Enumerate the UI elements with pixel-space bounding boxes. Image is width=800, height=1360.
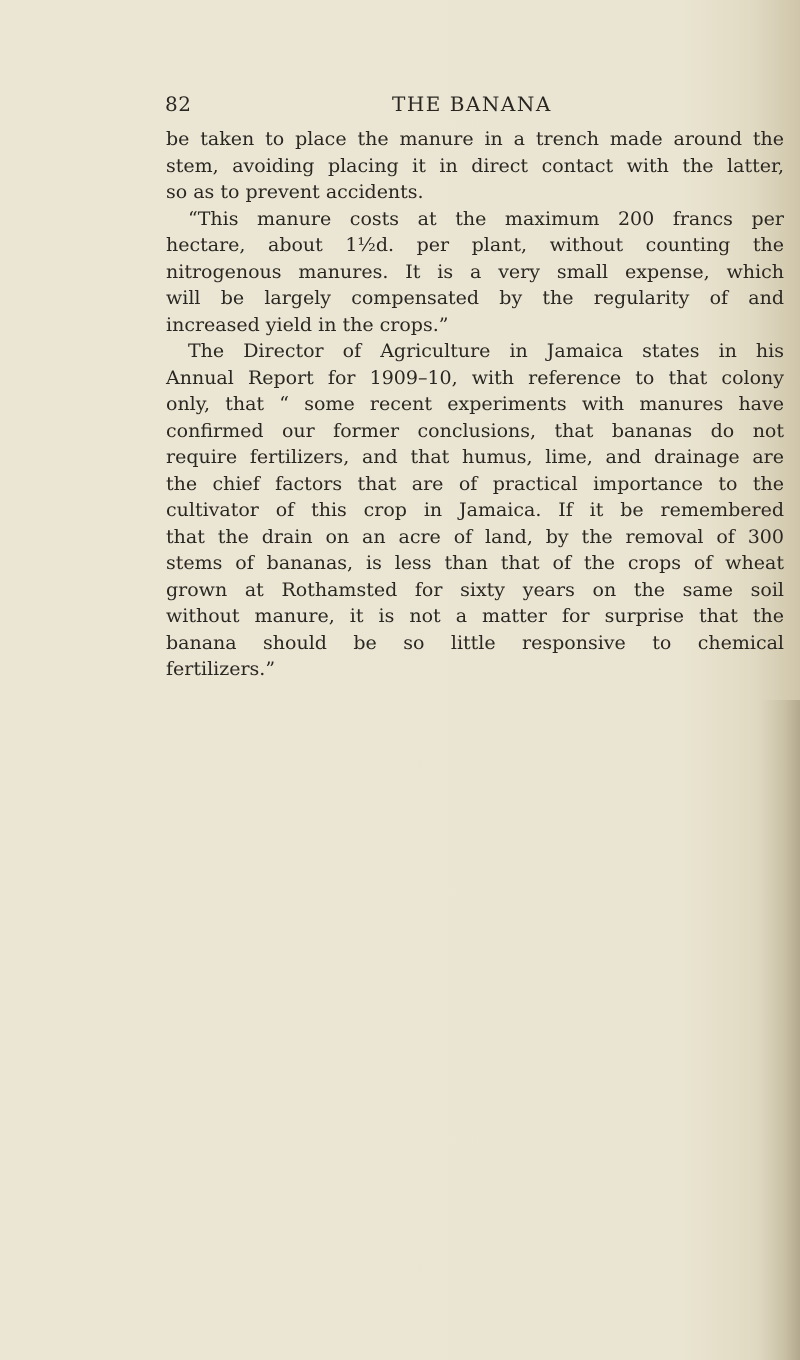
running-head	[0, 92, 800, 120]
text-line: nitrogenous manures. It is a very small expense, which	[166, 260, 784, 283]
text-line: so as to prevent accidents.	[166, 181, 424, 203]
text-line: stem, avoiding placing it in direct contact with the latter,	[166, 154, 784, 177]
text-line: stems of bananas, is less than that of the crops of wheat	[166, 552, 784, 574]
text-line: without manure, it is not a matter for surprise that the	[166, 605, 784, 627]
text-line: “This manure costs at the maximum 200 francs per	[188, 207, 784, 230]
text-line: The Director of Agriculture in Jamaica states in his	[188, 340, 784, 362]
running-title: THE BANANA	[392, 92, 552, 116]
text-line: grown at Rothamsted for sixty years on the same soil	[166, 578, 784, 601]
text-line: that the drain on an acre of land, by the removal of 300	[166, 525, 784, 548]
text-line: will be largely compensated by the regularity of and	[166, 287, 784, 309]
text-line: require fertilizers, and that humus, lime, and drainage are	[166, 446, 784, 468]
text-line: cultivator of this crop in Jamaica. If it be remembered	[166, 499, 784, 521]
text-line: confirmed our former conclusions, that bananas do not	[166, 419, 784, 442]
text-line: Annual Report for 1909–10, with reference to that colony	[166, 366, 784, 389]
text-line: fertilizers.”	[166, 658, 276, 680]
page-edge-shadow	[760, 700, 800, 1360]
text-line: increased yield in the crops.”	[166, 313, 449, 336]
text-line: the chief factors that are of practical importance to the	[166, 472, 784, 495]
text-line: only, that “ some recent experiments with manures have	[166, 393, 784, 415]
text-line: hectare, about 1½d. per plant, without counting the	[166, 234, 784, 256]
page-number: 82	[165, 92, 192, 116]
body-text	[166, 126, 784, 683]
text-line: be taken to place the manure in a trench made around the	[166, 128, 784, 150]
text-line: banana should be so little responsive to chemical	[166, 631, 784, 654]
